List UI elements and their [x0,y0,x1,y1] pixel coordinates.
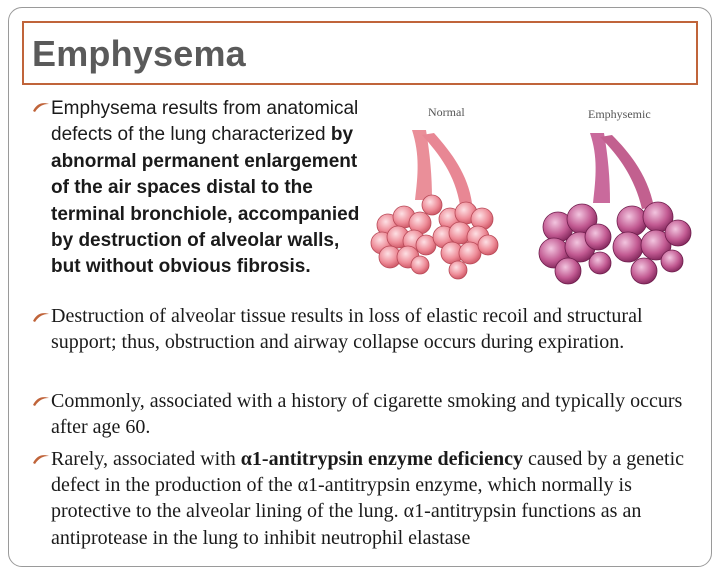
bullet-4-text: Rarely, associated with α1-antitrypsin enzyme deficiency caused by a genetic defect in the production of the α1-antitrypsin enzyme, which normally is protective to the alveolar lining of the lung. α1-antitrypsin functions as an antiprotease in the lung to inhibit neutrophil elastase [51,448,685,549]
alveoli-drawing [360,95,710,295]
figure-label-emphysemic: Emphysemic [588,107,651,121]
bullet-2-text: Destruction of alveolar tissue results in loss of elastic recoil and structural support; thus, obstruction and airway collapse occurs during expiration. [51,305,643,354]
title-box [22,21,698,85]
bullet-icon [32,453,46,467]
lung-illustration [360,95,710,295]
bullet-icon [32,101,46,115]
page-title: Emphysema [32,33,246,74]
figure-label-normal: Normal [428,105,465,119]
bullet-icon [32,395,46,409]
bullet-icon [32,311,46,325]
bullet-3-text: Commonly, associated with a history of cigarette smoking and typically occurs after age 60. [51,390,683,439]
bullet-1-text: Emphysema results from anatomical defects of the lung characterized by abnormal permanent enlargement of the air spaces distal to the terminal bronchiole, accompanied by destruction of alveolar walls, but without obvious fibrosis. [51,98,360,278]
